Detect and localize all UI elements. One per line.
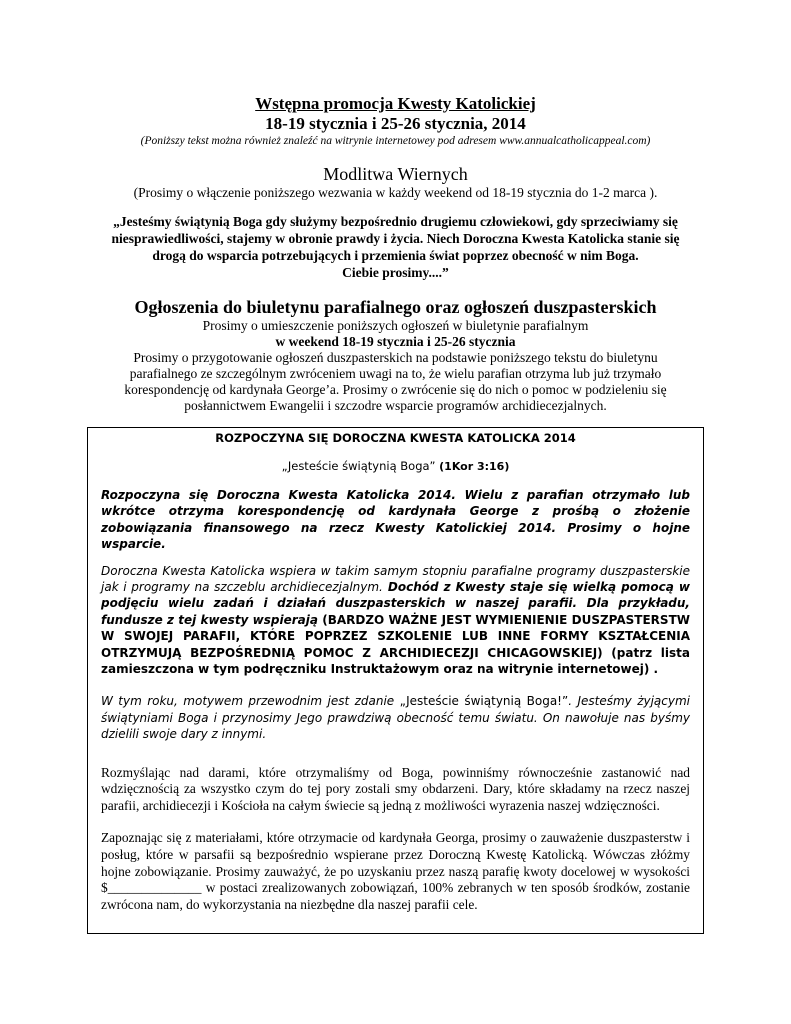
box-subtitle	[101, 459, 690, 473]
bulletin-para-line: korespondencję od kardynała George’a. Prosimy o zwrócenie się do nich o pomoc w podzieleniu się	[124, 382, 667, 397]
p2-bold-italic: Dochód z Kwesty staje się wielką pomocą w podjęciu wielu zadań i działań duszpasterskich w naszej parafii. Dla przykładu, fundusze z tej kwesty wspierają	[101, 580, 690, 627]
bulletin-line: Prosimy o umieszczenie poniższych ogłoszeń w biuletynie parafialnym	[202, 318, 589, 333]
prayer-quote-line: drogą do wsparcia potrzebujących i przemienia świat poprzez obecność w nim Boga.	[152, 248, 639, 263]
announcement-box	[87, 427, 704, 934]
prayer-quote-line: niesprawiedliwości, stajemy w obronie prawdy i życia. Niech Doroczna Kwesta Katolicka stanie się	[111, 231, 680, 246]
bulletin-heading: Ogłoszenia do biuletynu parafialnego oraz ogłoszeń duszpasterskich	[134, 297, 657, 317]
bulletin-dates: w weekend 18-19 stycznia i 25-26 stycznia	[275, 334, 516, 349]
document-header	[0, 94, 791, 149]
p2-italic: Doroczna Kwesta Katolicka wspiera w takim samym stopniu parafialne programy duszpasterskie jak i programy na szczeblu archidiecezjalnym.	[101, 563, 690, 595]
prayer-request: (Prosimy o włączenie poniższego wezwania w każdy weekend od 18-19 stycznia do 1-2 marca ).	[133, 185, 658, 200]
prayer-quote-line: „Jesteśmy świątynią Boga gdy służymy bezpośrednio drugiemu człowiekowi, gdy sprzeciwiamy się	[113, 214, 678, 229]
p2-bold: (BARDZO WAŻNE JEST WYMIENIENIE DUSZPASTERSTW W SWOJEJ PARAFII, KTÓRE POPRZEZ SZKOLENIE LUB INNE FORMY KSZTAŁCENIA OTRZYMUJĄ BEZPOŚREDNIĄ POMOC Z ARCHIDIECEZJI CHICAGOWSKIEJ) (patrz lista zamieszczona w tym podręczniku Instruktażowym oraz na witrynie internetowej) .	[101, 612, 690, 677]
prayer-heading: Modlitwa Wiernych	[323, 164, 468, 184]
prayer-quote	[0, 213, 791, 281]
box-paragraph-5: Zapoznając się z materiałami, które otrzymacie od kardynała Georga, prosimy o zauważenie duszpasterstw i posług, które w parsafii są bezpośrednio wspierane przez Doroczną Kwestę Katolicką. Wówczas złóżmy hojne zobowiązanie. Prosimy zauważyć, że po uzyskaniu przez naszą parafię kwoty docelowej w wysokości $______________ w postaci zrealizowanych zobowiązań, 100% zebranych w ten sposób środków, zostanie zwrócona nam, do wykorzystania na niezbędne dla naszej parafii cele.	[101, 830, 690, 912]
bulletin-para-line: Prosimy o przygotowanie ogłoszeń duszpasterskich na podstawie poniższego tekstu do biuletynu	[133, 350, 658, 365]
box-paragraph-2	[101, 563, 690, 678]
page-title: Wstępna promocja Kwesty Katolickiej	[255, 94, 536, 113]
box-paragraph-1: Rozpoczyna się Doroczna Kwesta Katolicka 2014. Wielu z parafian otrzymało lub wkrótce otrzyma korespondencję od kardynała George z prośbą o złożenie zobowiązania finansowego na rzecz Kwesty Katolickiej 2014. Prosimy o hojne wsparcie.	[101, 488, 690, 552]
p3-quote: „Jesteście świątynią Boga!”	[399, 694, 569, 709]
box-subtitle-ref: (1Kor 3:16)	[439, 460, 510, 473]
prayer-section	[0, 163, 791, 281]
bulletin-para-line: posłannictwem Ewangelii i szczodre wsparcie programów archidiecezjalnych.	[184, 398, 607, 413]
p3-italic-a: W tym roku, motywem przewodnim jest zdanie	[101, 694, 400, 709]
website-note: (Poniższy tekst można również znaleźć na witrynie internetowey pod adresem www.annualcatholicappeal.com)	[140, 135, 651, 147]
page-dates: 18-19 stycznia i 25-26 stycznia, 2014	[265, 114, 526, 133]
p3-italic-b: . Jesteśmy żyjącymi świątyniami Boga i przynosimy Jego prawdziwą obecność temu światu. On nawołuje nas byśmy dzielili swoje dary z innymi.	[101, 694, 690, 742]
box-paragraph-4: Rozmyślając nad darami, które otrzymaliśmy od Boga, powinniśmy równocześnie zastanowić nad wdzięcznością za wszystko czym do tej pory zostali smy obdarzeni. Dary, które składamy na rzecz naszej parafii, archidiecezji i Kościoła na całym świecie są jedną z możliwości wyrazenia naszej wdzięczności.	[101, 764, 690, 813]
box-subtitle-text: „Jesteście świątynią Boga”	[281, 459, 436, 473]
prayer-quote-line: Ciebie prosimy....”	[342, 265, 449, 280]
bulletin-section	[0, 296, 791, 414]
box-title: ROZPOCZYNA SIĘ DOROCZNA KWESTA KATOLICKA 2014	[215, 431, 576, 445]
box-paragraph-3	[101, 693, 690, 742]
bulletin-para-line: parafialnego ze szczególnym zwróceniem uwagi na to, że wielu parafian otrzyma lub już trzymało	[129, 366, 662, 381]
